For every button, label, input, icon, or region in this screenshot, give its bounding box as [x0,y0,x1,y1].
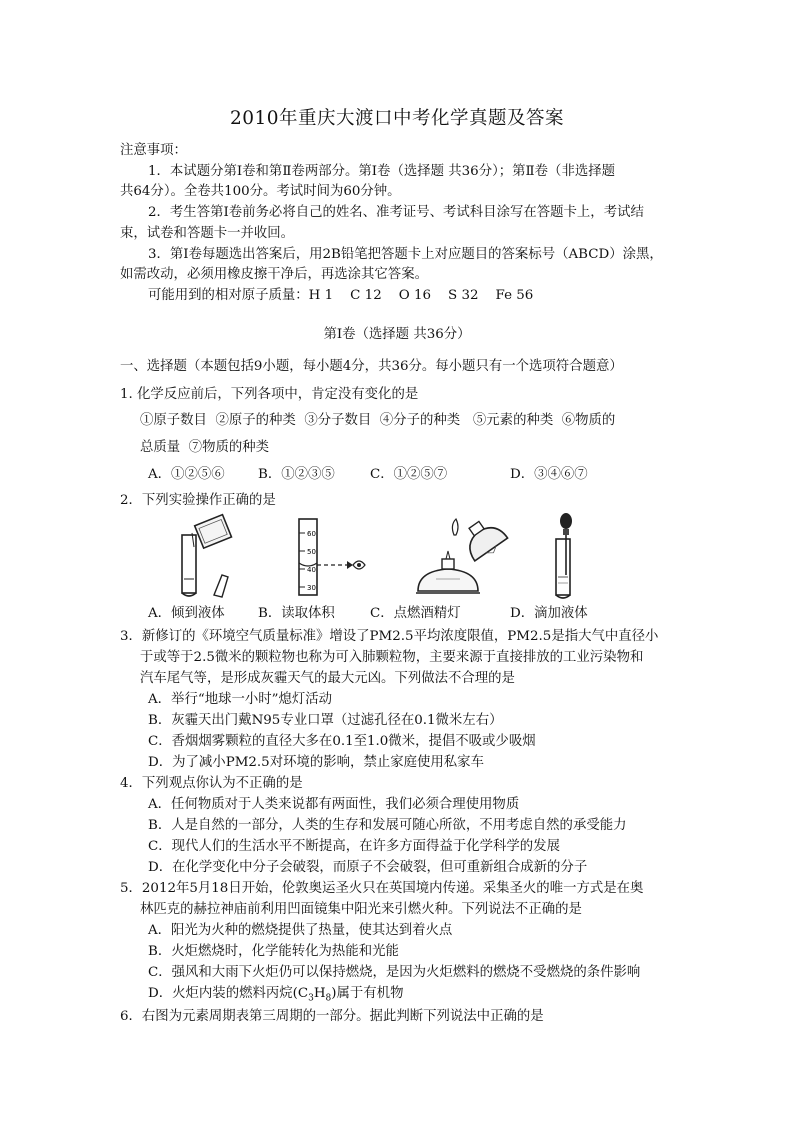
q5-line-1: 5．2012年5月18日开始，伦敦奥运圣火只在英国境内传递。采集圣火的唯一方式是在奥 [120,881,644,896]
q4-option-d: D．在化学变化中分子会破裂，而原子不会破裂，但可重新组合成新的分子 [148,860,588,875]
notes-heading: 注意事项： [120,143,187,158]
note-2-line-2: 束，试卷和答题卡一并收回。 [120,226,295,241]
q2-option-c: C．点燃酒精灯 [370,606,461,621]
q1-option-d: D．③④⑥⑦ [510,467,588,482]
q6-stem: 6．右图为元素周期表第三周期的一部分。据此判断下列说法中正确的是 [120,1009,544,1024]
q5-option-c: C．强风和大雨下火炬仍可以保持燃烧，是因为火炬燃料的燃烧不受燃烧的条件影响 [148,965,641,980]
q5-option-d-text-1: D．火炬内装的燃料丙烷(C [148,986,309,1001]
q2-option-d: D．滴加液体 [510,606,588,621]
note-1-line-1: 1．本试题分第Ⅰ卷和第Ⅱ卷两部分。第Ⅰ卷（选择题 共36分）；第Ⅱ卷（非选择题 [148,164,616,179]
q4-stem: 4．下列观点你认为不正确的是 [120,776,303,791]
q3-line-1: 3．新修订的《环境空气质量标准》增设了PM2.5平均浓度限值，PM2.5是指大气中直径小 [120,629,659,644]
page-title: 2010年重庆大渡口中考化学真题及答案 [229,108,565,129]
q5-option-d-subscript-2: 8 [325,993,332,1004]
q2-option-a: A．倾到液体 [148,606,225,621]
q5-line-2: 林匹克的赫拉神庙前利用凹面镜集中阳光来引燃火种。下列说法不正确的是 [140,902,582,917]
note-3-line-2: 如需改动，必须用橡皮擦干净后，再选涂其它答案。 [120,267,428,282]
cylinder-tick-60: 60 [307,530,316,538]
reading-volume-figure [285,513,385,601]
dropping-liquid-figure [540,513,610,603]
q5-option-a: A．阳光为火种的燃烧提供了热量，使其达到着火点 [148,923,453,938]
q3-line-2: 于或等于2.5微米的颗粒物也称为可入肺颗粒物，主要来源于直接排放的工业污染物和 [140,650,644,665]
q1-option-a: A．①②⑤⑥ [148,467,225,482]
pouring-liquid-figure [170,513,260,601]
q4-option-c: C．现代人们的生活水平不断提高，在许多方面得益于化学科学的发展 [148,839,560,854]
q3-option-a: A．举行“地球一小时”熄灯活动 [148,692,333,707]
cylinder-tick-50: 50 [307,548,316,556]
lighting-lamp-figure [408,513,518,603]
q4-option-b: B．人是自然的一部分，人类的生存和发展可随心所欲，不用考虑自然的承受能力 [148,818,627,833]
part-intro: 一、选择题（本题包括9小题，每小题4分，共36分。每小题只有一个选项符合题意） [120,359,623,374]
cylinder-tick-40: 40 [307,566,316,574]
q5-option-d [148,985,403,1008]
q1-option-b: B．①②③⑤ [258,467,335,482]
q2-figures [140,513,660,603]
note-1-line-2: 共64分）。全卷共100分。考试时间为60分钟。 [120,184,401,199]
q5-option-d-text-2: H [313,986,326,1001]
q3-option-b: B．灰霾天出门戴N95专业口罩（过滤孔径在0.1微米左右） [148,713,503,728]
q5-option-d-subscript-1: 3 [308,993,314,1004]
q1-option-c: C．①②⑤⑦ [370,467,448,482]
cylinder-tick-30: 30 [307,584,316,592]
q3-option-c: C．香烟烟雾颗粒的直径大多在0.1至1.0微米，提倡不吸或少吸烟 [148,734,536,749]
q2-option-b: B．读取体积 [258,606,335,621]
q1-stem: 1. 化学反应前后，下列各项中，肯定没有变化的是 [120,387,419,402]
atomic-masses: 可能用到的相对原子质量：H 1 C 12 O 16 S 32 Fe 56 [148,288,534,303]
q1-items-line-2: 总质量 ⑦物质的种类 [140,440,270,455]
q2-stem: 2．下列实验操作正确的是 [120,493,276,508]
note-2-line-1: 2．考生答第Ⅰ卷前务必将自己的姓名、准考证号、考试科目涂写在答题卡上，考试结 [148,205,644,220]
q5-option-d-text-3: )属于有机物 [331,986,404,1001]
note-3-line-1: 3．第Ⅰ卷每题选出答案后，用2B铅笔把答题卡上对应题目的答案标号（ABCD）涂黑， [148,247,663,262]
q1-items-line-1: ①原子数目 ②原子的种类 ③分子数目 ④分子的种类 ⑤元素的种类 ⑥物质的 [140,413,616,428]
q4-option-a: A．任何物质对于人类来说都有两面性，我们必须合理使用物质 [148,797,520,812]
q3-line-3: 汽车尾气等，是形成灰霾天气的最大元凶。下列做法不合理的是 [140,671,515,686]
q5-option-b: B．火炬燃烧时，化学能转化为热能和光能 [148,944,399,959]
q3-option-d: D．为了减小PM2.5对环境的影响，禁止家庭使用私家车 [148,755,484,770]
section-title: 第Ⅰ卷（选择题 共36分） [323,327,471,342]
